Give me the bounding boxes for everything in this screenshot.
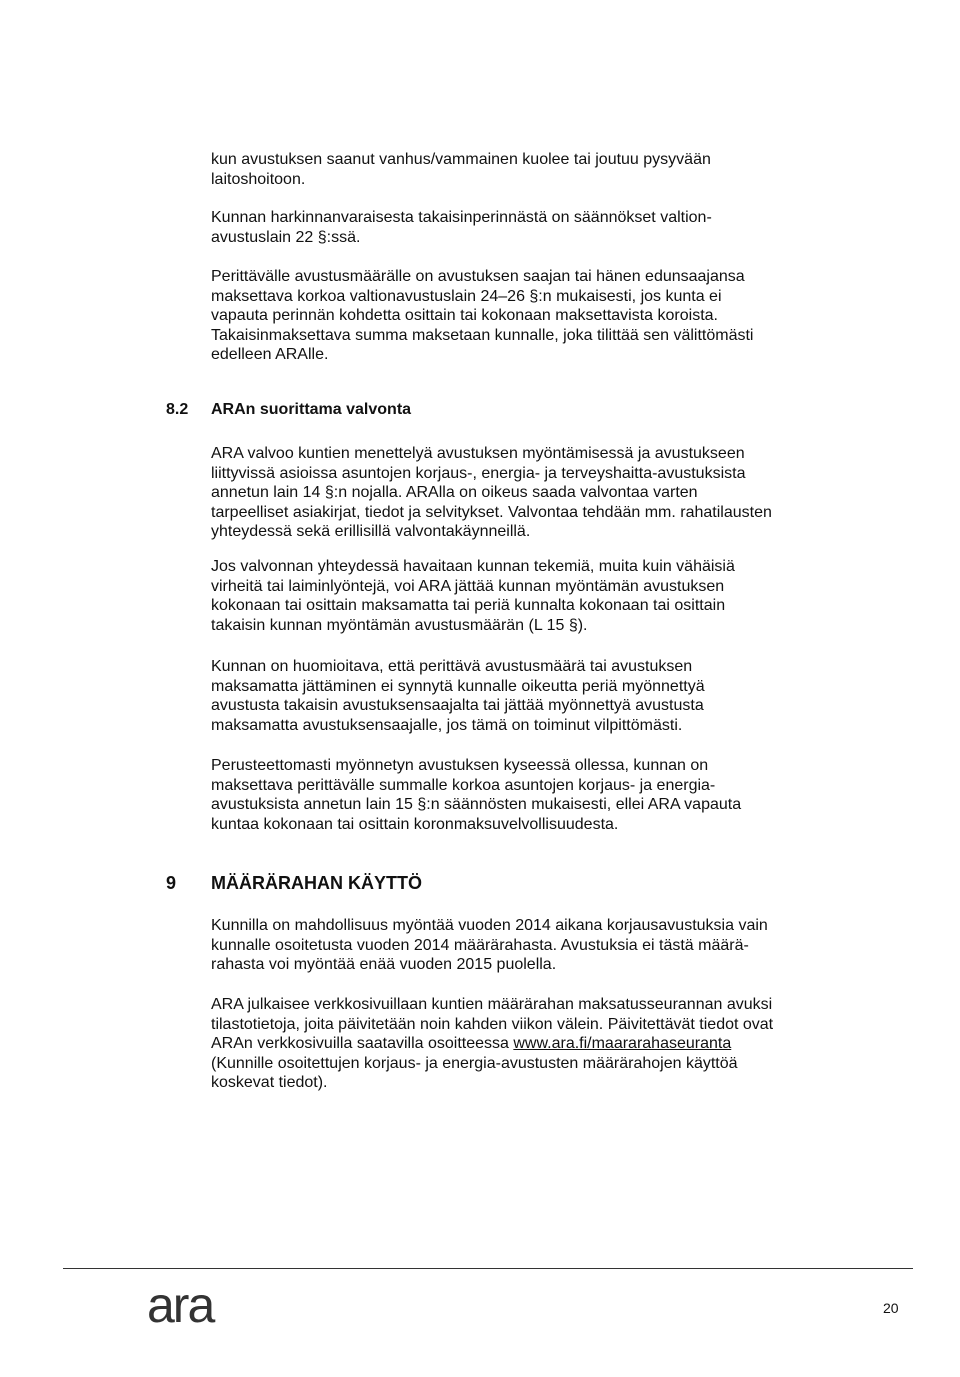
paragraph-statistics: [211, 995, 831, 1093]
paragraph-supervision: ARA valvoo kuntien menettelyä avustuksen myöntämisessä ja avustukseen liittyvissä asioissa asuntojen korjaus-, energia- ja terveyshaitta-avustuksista annetun lain 14 §:n nojalla. ARAlla on oikeus saada valvontaa varten tarpeelliset asiakirjat, tiedot ja selvitykset. Valvontaa tehdään mm. rahatilausten yhteydessä sekä erillisillä valvontakäynneillä.: [211, 445, 772, 540]
section-title-8-2: ARAn suorittama valvonta: [211, 401, 412, 418]
page-number: 20: [883, 1300, 899, 1316]
paragraph-care-condition: kun avustuksen saanut vanhus/vammainen kuolee tai joutuu pysyvään laitoshoitoon.: [211, 151, 711, 188]
paragraph-errors: Jos valvonnan yhteydessä havaitaan kunnan tekemiä, muita kuin vähäisiä virheitä tai laiminlyöntejä, voi ARA jättää kunnan myöntämän avustuksen kokonaan tai osittain maksamatta tai periä kunnalta kokonaan tai osittain takaisin kunnan myöntämän avustusmäärän (L 15 §).: [211, 558, 735, 634]
statistics-text-before: ARA julkaisee verkkosivuillaan kuntien määrärahan maksatusseurannan avuksi tilastotietoja, joita päivitetään noin kahden viikon välein. Päivitettävät tiedot ovat ARAn verkkosivuilla saatavilla osoitteessa: [211, 996, 774, 1052]
paragraph-discretionary-recovery: Kunnan harkinnanvaraisesta takaisinperinnästä on säännökset valtion- avustuslain 22 §:ssä.: [211, 209, 712, 246]
maararahaseuranta-link[interactable]: www.ara.fi/maararahaseuranta: [513, 1035, 732, 1052]
paragraph-municipality-note: Kunnan on huomioitava, että perittävä avustusmäärä tai avustuksen maksamatta jättäminen ei synnytä kunnalle oikeutta periä myönnettyä avustusta takaisin avustuksensaajalta tai jättää myönnettyä avustusta maksamatta avustuksensaajalle, jos tämä on toiminut vilpittömästi.: [211, 658, 705, 734]
paragraph-interest: Perittävälle avustusmäärälle on avustuksen saajan tai hänen edunsaajansa maksettava korkoa valtionavustuslain 24–26 §:n mukaisesti, jos kunta ei vapauta perinnän kohdetta osittain tai kokonaan maksettavista koroista. Takaisinmaksettava summa maksetaan kunnalle, joka tilittää sen välittömästi edelleen ARAlle.: [211, 268, 754, 363]
ara-logo: ara: [147, 1277, 214, 1333]
footer-divider: [63, 1268, 913, 1269]
section-title-9: MÄÄRÄRAHAN KÄYTTÖ: [211, 873, 422, 893]
section-number-9: 9: [166, 873, 177, 893]
statistics-text-after: (Kunnille osoitettujen korjaus- ja energia-avustusten määrärahojen käyttöä koskevat tiedot).: [211, 1054, 738, 1091]
section-number-8-2: 8.2: [166, 401, 189, 418]
paragraph-appropriation-use: Kunnilla on mahdollisuus myöntää vuoden 2014 aikana korjausavustuksia vain kunnalle osoitetusta vuoden 2014 määrärahasta. Avustuksia ei tästä määrä- rahasta voi myöntää enää vuoden 2015 puolella.: [211, 917, 768, 973]
paragraph-unfounded-grant: Perusteettomasti myönnetyn avustuksen kyseessä ollessa, kunnan on maksettava perittävälle summalle korkoa asuntojen korjaus- ja energia- avustuksista annetun lain 15 §:n säännösten mukaisesti, ellei ARA vapauta kuntaa kokonaan tai osittain koronmaksuvelvollisuudesta.: [211, 757, 742, 833]
